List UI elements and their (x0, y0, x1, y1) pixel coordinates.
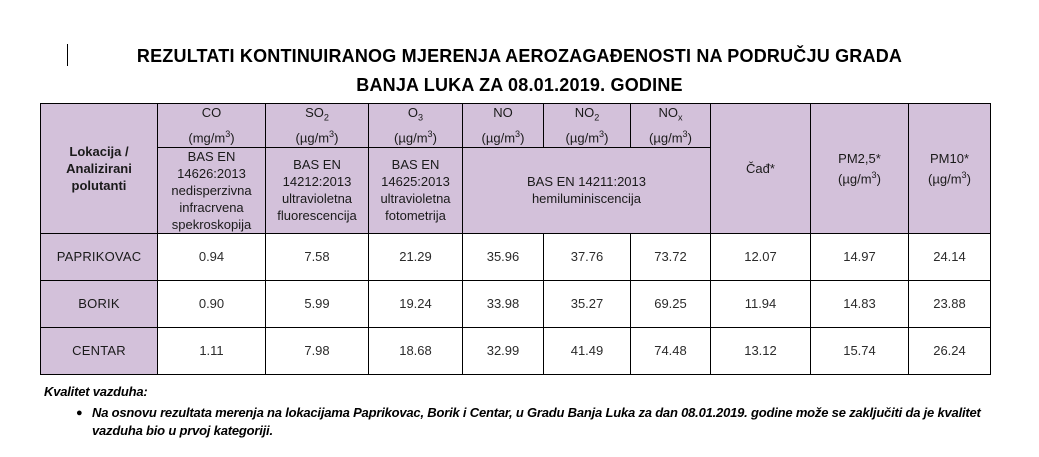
pollutant-unit: $(\mu g/m^3)$ (481, 129, 525, 146)
pollutant-unit: $(\mu g/m^3)$ (295, 129, 339, 146)
value-cell-o3: 18.68 (369, 327, 463, 374)
method-no-group: BAS EN 14211:2013 hemiluminiscencija (463, 147, 711, 233)
value-cell-no2: 37.76 (544, 233, 631, 280)
value-cell-o3: 19.24 (369, 280, 463, 327)
value-cell-no: 35.96 (463, 233, 544, 280)
value-cell-co: 0.90 (158, 280, 266, 327)
col-header-nox (631, 104, 711, 148)
pollutant-unit: $(mg/m^3)$ (188, 129, 235, 146)
pollutant-name: $SO_2$ (305, 105, 329, 123)
air-quality-notes (44, 383, 994, 440)
method-co: BAS EN 14626:2013 nedisperzivna infracrvena spekroskopija (158, 147, 266, 233)
value-cell-so2: 7.98 (266, 327, 369, 374)
header-row-pollutants (41, 104, 991, 148)
col-header-pm10 (909, 104, 991, 234)
page-title-line1: REZULTATI KONTINUIRANOG MJERENJA AEROZAGAĐENOSTI NA PODRUČJU GRADA (136, 46, 903, 66)
value-cell-pm10: 24.14 (909, 233, 991, 280)
notes-bullet-item (76, 404, 994, 440)
col-header-so2 (266, 104, 369, 148)
value-cell-no: 33.98 (463, 280, 544, 327)
value-cell-pm25: 14.97 (811, 233, 909, 280)
col-header-no (463, 104, 544, 148)
value-cell-no: 32.99 (463, 327, 544, 374)
value-cell-pm10: 26.24 (909, 327, 991, 374)
value-cell-o3: 21.29 (369, 233, 463, 280)
value-cell-nox: 73.72 (631, 233, 711, 280)
location-cell: BORIK (41, 280, 158, 327)
col-header-pm25 (811, 104, 909, 234)
col-header-no2 (544, 104, 631, 148)
value-cell-co: 1.11 (158, 327, 266, 374)
pollutant-name: NO (493, 105, 513, 120)
value-cell-nox: 69.25 (631, 280, 711, 327)
value-cell-cadj: 11.94 (711, 280, 811, 327)
location-cell: CENTAR (41, 327, 158, 374)
table-row-centar (41, 327, 991, 374)
value-cell-so2: 5.99 (266, 280, 369, 327)
measurements-table-wrap (40, 103, 991, 375)
value-cell-cadj: 12.07 (711, 233, 811, 280)
pollutant-name: Čađ* (746, 160, 775, 176)
pollutant-name: $NO_2$ (574, 105, 600, 123)
col-header-o3 (369, 104, 463, 148)
pollutant-unit: $(\mu g/m^3)$ (394, 129, 437, 146)
pollutant-name: CO (201, 105, 222, 120)
pollutant-name: PM2,5* (838, 150, 881, 166)
value-cell-pm25: 14.83 (811, 280, 909, 327)
measurements-table (40, 103, 991, 375)
page-title-line2: BANJA LUKA ZA 08.01.2019. GODINE (356, 75, 683, 95)
col-header-cadj (711, 104, 811, 234)
value-cell-nox: 74.48 (631, 327, 711, 374)
method-o3: BAS EN 14625:2013 ultravioletna fotometrija (369, 147, 463, 233)
bullet-icon: ● (76, 407, 83, 419)
pollutant-name: $NO_x$ (658, 105, 683, 123)
page-title (0, 42, 1039, 100)
pollutant-unit: $(\mu g/m^3)$ (928, 169, 971, 187)
notes-bullet-text: Na osnovu rezultata merenja na lokacijama Paprikovac, Borik i Centar, u Gradu Banja Luka za dan 08.01.2019. godine može se zaključiti da je kvalitet vazduha bio u prvoj kategoriji. (92, 405, 981, 438)
value-cell-pm25: 15.74 (811, 327, 909, 374)
pollutant-unit: $(\mu g/m^3)$ (838, 169, 881, 187)
pollutant-name: PM10* (929, 150, 970, 166)
table-row-paprikovac (41, 233, 991, 280)
pollutant-unit: $(\mu g/m^3)$ (649, 129, 692, 146)
value-cell-co: 0.94 (158, 233, 266, 280)
value-cell-no2: 35.27 (544, 280, 631, 327)
value-cell-so2: 7.58 (266, 233, 369, 280)
method-so2: BAS EN 14212:2013 ultravioletna fluorescencija (266, 147, 369, 233)
value-cell-pm10: 23.88 (909, 280, 991, 327)
pollutant-unit: $(\mu g/m^3)$ (565, 129, 609, 146)
col-header-co (158, 104, 266, 148)
notes-heading: Kvalitet vazduha: (44, 384, 148, 399)
location-cell: PAPRIKOVAC (41, 233, 158, 280)
value-cell-cadj: 13.12 (711, 327, 811, 374)
pollutant-name: $O_3$ (407, 105, 424, 123)
corner-header: Lokacija / Analizirani polutanti (41, 104, 158, 234)
value-cell-no2: 41.49 (544, 327, 631, 374)
table-row-borik (41, 280, 991, 327)
